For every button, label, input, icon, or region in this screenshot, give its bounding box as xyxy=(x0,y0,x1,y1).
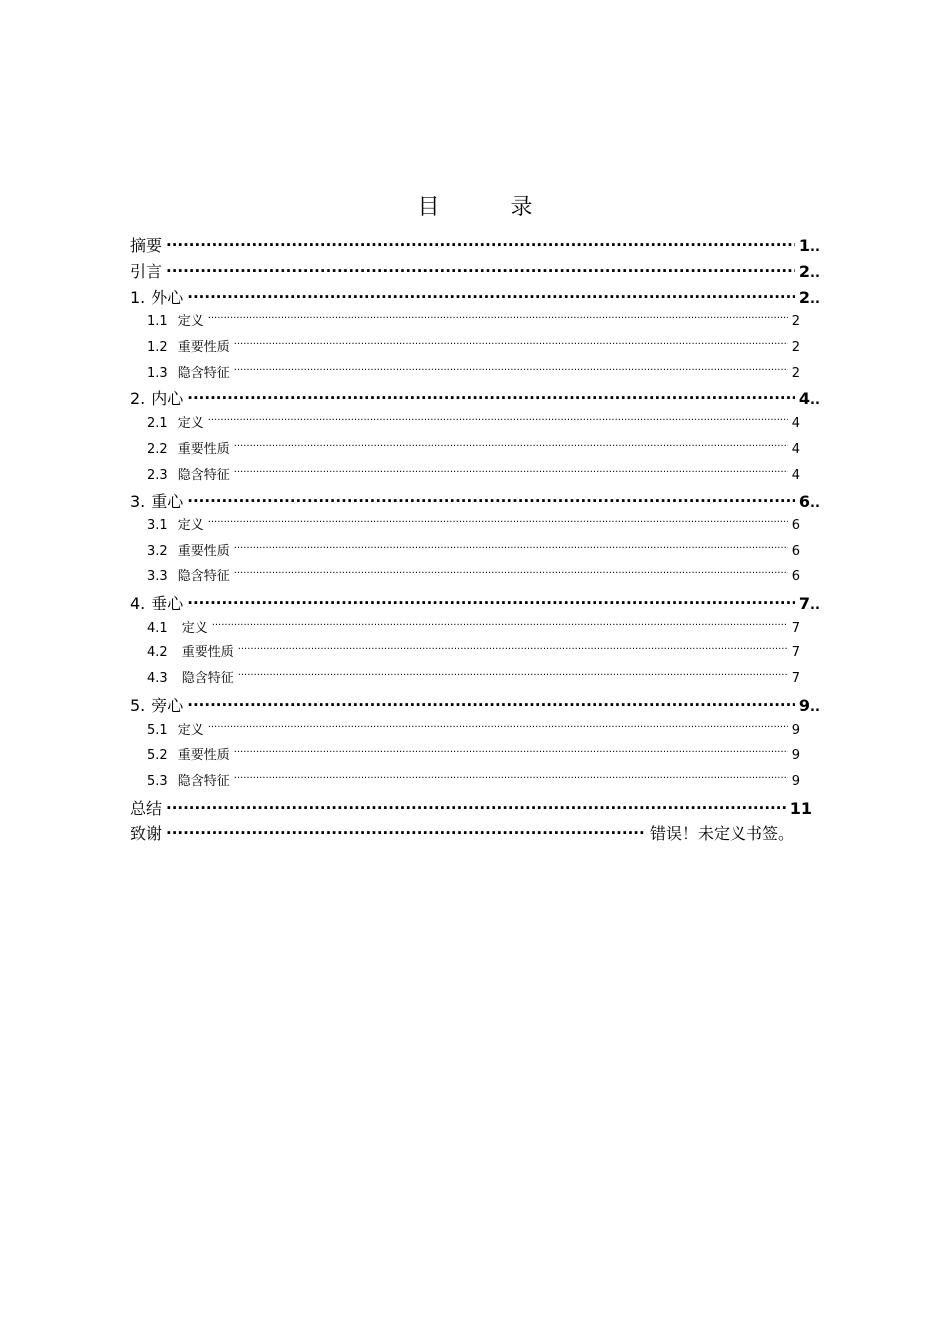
toc-page-number: 6 xyxy=(798,492,810,511)
toc-leader-dots xyxy=(234,746,788,759)
toc-leader-dots xyxy=(234,466,788,479)
toc-leader-dots xyxy=(166,823,646,839)
toc-page-number: 6 xyxy=(791,569,800,584)
toc-leader-dots xyxy=(234,364,788,377)
toc-page-tail: .. xyxy=(810,393,820,408)
toc-entry-section-1-2[interactable] xyxy=(147,338,800,358)
toc-page-number: 7 xyxy=(791,671,800,686)
toc-entry-label: 外心 xyxy=(151,288,184,307)
toc-leader-dots xyxy=(208,414,788,427)
toc-entry-number: 5.3 xyxy=(147,774,168,789)
toc-entry-number: 4.2 xyxy=(147,645,168,660)
toc-page-number: 7 xyxy=(791,645,800,660)
toc-leader-dots xyxy=(187,287,795,303)
toc-page-number: 6 xyxy=(791,518,800,533)
toc-entry-abstract[interactable] xyxy=(130,234,820,258)
toc-entry-number: 4. xyxy=(130,594,146,613)
toc-error-text: 错误！未定义书签。 xyxy=(649,824,794,843)
toc-leader-dots xyxy=(208,312,788,325)
toc-entry-chapter-2[interactable] xyxy=(130,387,820,411)
toc-leader-dots xyxy=(234,440,788,453)
toc-entry-number: 4.3 xyxy=(147,671,168,686)
toc-entry-label: 重要性质 xyxy=(177,544,230,559)
toc-entry-chapter-3[interactable] xyxy=(130,490,820,514)
toc-entry-number: 5. xyxy=(130,696,146,715)
toc-page-tail: .. xyxy=(810,266,820,281)
page-title: 目 录 xyxy=(417,195,565,220)
toc-leader-dots xyxy=(234,338,788,351)
toc-entry-number: 5.1 xyxy=(147,723,168,738)
toc-entry-label: 定义 xyxy=(181,621,208,636)
toc-page-tail: .. xyxy=(810,240,820,255)
toc-leader-dots xyxy=(234,542,788,555)
toc-page-number: 9 xyxy=(798,696,810,715)
toc-page-number: 4 xyxy=(791,468,800,483)
toc-entry-section-4-3[interactable] xyxy=(147,669,800,689)
toc-page-number: 9 xyxy=(791,748,800,763)
toc-page-number: 7 xyxy=(791,621,800,636)
toc-entry-section-1-1[interactable] xyxy=(147,312,800,332)
toc-page-number: 6 xyxy=(791,544,800,559)
toc-entry-label: 旁心 xyxy=(151,696,184,715)
toc-entry-number: 2. xyxy=(130,389,146,408)
toc-page-number: 2 xyxy=(791,314,800,329)
toc-entry-label: 隐含特征 xyxy=(177,569,230,584)
toc-entry-conclusion[interactable] xyxy=(130,797,812,821)
toc-entry-label: 定义 xyxy=(177,314,204,329)
toc-leader-dots xyxy=(234,772,788,785)
toc-entry-label: 内心 xyxy=(151,389,184,408)
toc-entry-section-5-1[interactable] xyxy=(147,721,800,741)
toc-leader-dots xyxy=(208,721,788,734)
toc-page-number: 4 xyxy=(791,416,800,431)
toc-page-tail: .. xyxy=(810,598,820,613)
toc-entry-section-3-3[interactable] xyxy=(147,567,800,587)
toc-entry-chapter-1[interactable] xyxy=(130,286,820,310)
toc-entry-number: 5.2 xyxy=(147,748,168,763)
toc-page-number: 1 xyxy=(798,236,810,255)
toc-entry-label: 摘要 xyxy=(130,236,163,255)
toc-entry-section-4-2[interactable] xyxy=(147,643,800,663)
toc-leader-dots xyxy=(166,235,795,251)
toc-page-number: 2 xyxy=(798,288,810,307)
toc-entry-label: 隐含特征 xyxy=(177,774,230,789)
toc-entry-acknowledgements[interactable] xyxy=(130,822,794,846)
toc-entry-label: 垂心 xyxy=(151,594,184,613)
toc-entry-chapter-5[interactable] xyxy=(130,694,820,718)
toc-entry-number: 1.2 xyxy=(147,340,168,355)
toc-page-tail: .. xyxy=(810,496,820,511)
toc-page-number: 2 xyxy=(798,262,810,281)
toc-page-number: 4 xyxy=(798,389,810,408)
toc-entry-number: 3.2 xyxy=(147,544,168,559)
toc-entry-number: 1.3 xyxy=(147,366,168,381)
toc-entry-number: 2.1 xyxy=(147,416,168,431)
toc-leader-dots xyxy=(208,516,788,529)
toc-leader-dots xyxy=(234,567,788,580)
toc-entry-introduction[interactable] xyxy=(130,260,820,284)
toc-entry-label: 重要性质 xyxy=(177,748,230,763)
toc-page-number: 9 xyxy=(791,774,800,789)
toc-leader-dots xyxy=(212,619,788,632)
toc-entry-label: 定义 xyxy=(177,518,204,533)
toc-entry-section-1-3[interactable] xyxy=(147,364,800,384)
toc-entry-number: 4.1 xyxy=(147,621,168,636)
toc-entry-section-3-2[interactable] xyxy=(147,542,800,562)
toc-entry-section-2-1[interactable] xyxy=(147,414,800,434)
toc-entry-label: 重要性质 xyxy=(177,442,230,457)
toc-leader-dots xyxy=(238,643,788,656)
toc-leader-dots xyxy=(166,261,795,277)
toc-leader-dots xyxy=(238,669,788,682)
toc-entry-number: 1.1 xyxy=(147,314,168,329)
toc-page-number: 2 xyxy=(791,366,800,381)
toc-entry-section-5-2[interactable] xyxy=(147,746,800,766)
toc-leader-dots xyxy=(187,695,795,711)
toc-page-number: 11 xyxy=(789,799,812,818)
toc-entry-label: 引言 xyxy=(130,262,163,281)
toc-page-number: 4 xyxy=(791,442,800,457)
toc-entry-number: 3.3 xyxy=(147,569,168,584)
toc-entry-number: 3.1 xyxy=(147,518,168,533)
toc-entry-label: 重要性质 xyxy=(177,340,230,355)
toc-leader-dots xyxy=(166,798,786,814)
toc-entry-label: 定义 xyxy=(177,416,204,431)
toc-entry-number: 2.3 xyxy=(147,468,168,483)
toc-page-number: 7 xyxy=(798,594,810,613)
toc-entry-label: 隐含特征 xyxy=(181,671,234,686)
toc-leader-dots xyxy=(187,593,795,609)
toc-page-tail: .. xyxy=(810,700,820,715)
toc-entry-label: 重要性质 xyxy=(181,645,234,660)
toc-entry-section-2-2[interactable] xyxy=(147,440,800,460)
toc-entry-number: 2.2 xyxy=(147,442,168,457)
toc-page-number: 2 xyxy=(791,340,800,355)
toc-entry-section-2-3[interactable] xyxy=(147,466,800,486)
toc-entry-section-3-1[interactable] xyxy=(147,516,800,536)
toc-entry-chapter-4[interactable] xyxy=(130,592,820,616)
toc-entry-label: 致谢 xyxy=(130,824,163,843)
toc-leader-dots xyxy=(187,491,795,507)
toc-entry-label: 总结 xyxy=(130,799,163,818)
toc-page-tail: .. xyxy=(810,292,820,307)
toc-leader-dots xyxy=(187,388,795,404)
toc-entry-label: 隐含特征 xyxy=(177,468,230,483)
toc-entry-section-5-3[interactable] xyxy=(147,772,800,792)
toc-entry-label: 定义 xyxy=(177,723,204,738)
toc-entry-section-4-1[interactable] xyxy=(147,619,800,639)
toc-page-number: 9 xyxy=(791,723,800,738)
toc-entry-number: 3. xyxy=(130,492,146,511)
toc-entry-label: 重心 xyxy=(151,492,184,511)
toc-entry-label: 隐含特征 xyxy=(177,366,230,381)
toc-entry-number: 1. xyxy=(130,288,146,307)
